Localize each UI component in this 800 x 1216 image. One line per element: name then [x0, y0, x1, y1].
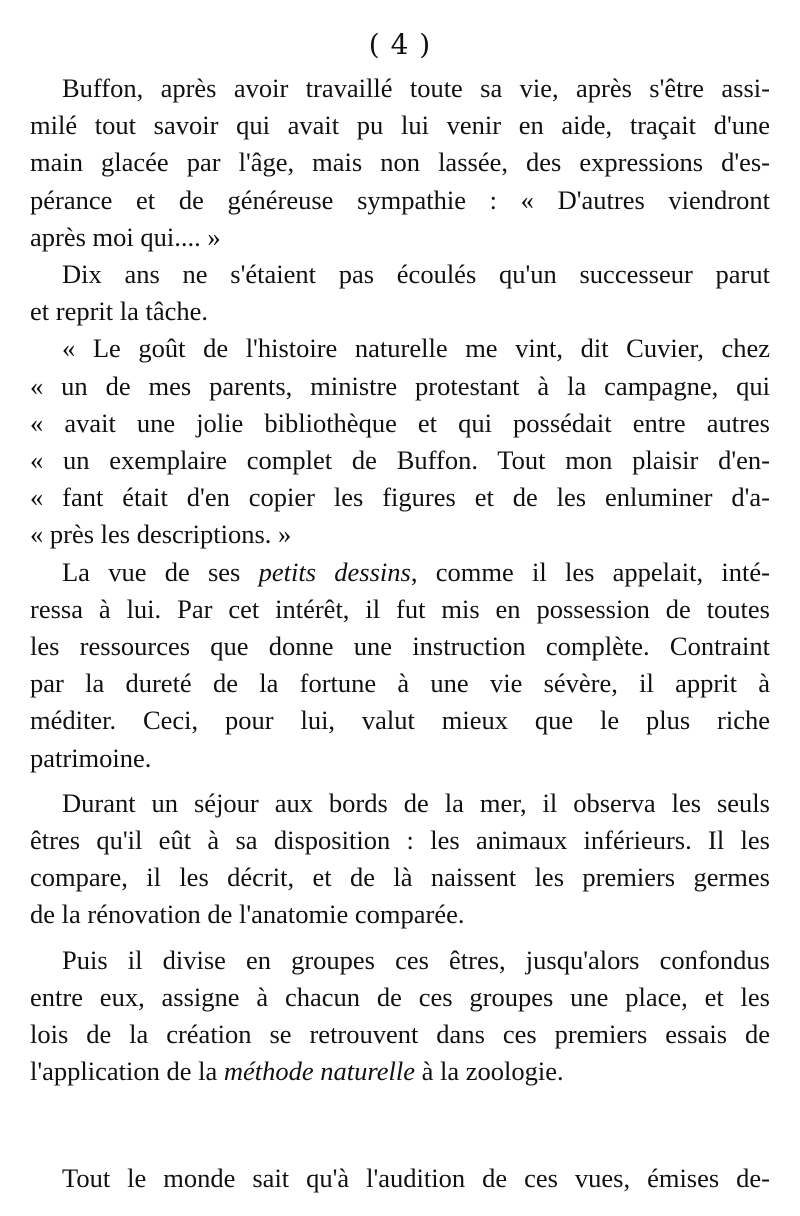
text-line: « un exemplaire complet de Buffon. Tout mon plaisir d'en-	[30, 445, 770, 476]
text-fragment: , comme il les appelait, inté-	[410, 556, 770, 587]
text-line: ressa à lui. Par cet intérêt, il fut mis en possession de toutes	[30, 593, 770, 624]
paragraph-gap	[30, 934, 770, 942]
text-line: et reprit la tâche.	[30, 296, 209, 327]
paragraph-4	[30, 554, 770, 777]
text-fragment: à la zoologie.	[414, 1056, 564, 1087]
text-line: êtres qu'il eût à sa disposition : les animaux inférieurs. Il les	[30, 825, 770, 856]
text-line: Puis il divise en groupes ces êtres, jusqu'alors confondus	[62, 944, 770, 975]
text-line: lois de la création se retrouvent dans ces premiers essais de	[30, 1019, 770, 1050]
paragraph-7	[30, 1160, 770, 1197]
text-line: Tout le monde sait qu'à l'audition de ces vues, émises de-	[62, 1163, 770, 1194]
paragraph-6	[30, 942, 770, 1091]
text-line: « près les descriptions. »	[30, 519, 292, 550]
text-line: Dix ans ne s'étaient pas écoulés qu'un successeur parut	[62, 259, 770, 290]
text-line: « fant était d'en copier les figures et de les enluminer d'a-	[30, 482, 770, 513]
text-line: « avait une jolie bibliothèque et qui possédait entre autres	[30, 407, 770, 438]
text-line: Buffon, après avoir travaillé toute sa vie, après s'être assi-	[62, 73, 770, 103]
section-gap	[30, 1090, 770, 1160]
italic-phrase: méthode naturelle	[223, 1056, 415, 1087]
paragraph-2	[30, 256, 770, 330]
paragraph-3-quotation	[30, 330, 770, 553]
paragraph-5	[30, 785, 770, 934]
text-line: entre eux, assigne à chacun de ces groupes une place, et les	[30, 981, 770, 1012]
page-number: ( 4 )	[368, 28, 432, 61]
text-line: « un de mes parents, ministre protestant à la campagne, qui	[30, 370, 770, 401]
text-line: patrimoine.	[30, 742, 152, 773]
text-line: après moi qui.... »	[30, 221, 221, 252]
paragraph-gap	[30, 777, 770, 785]
text-line: pérance et de généreuse sympathie : « D'autres viendront	[30, 184, 770, 215]
body-text	[30, 70, 770, 1198]
text-line: de la rénovation de l'anatomie comparée.	[30, 899, 465, 930]
text-line: « Le goût de l'histoire naturelle me vint, dit Cuvier, chez	[62, 333, 770, 364]
text-line: les ressources que donne une instruction complète. Contraint	[30, 631, 770, 662]
text-line: compare, il les décrit, et de là naissent les premiers germes	[30, 862, 770, 893]
text-fragment: La vue de ses	[62, 556, 259, 587]
text-line: main glacée par l'âge, mais non lassée, des expressions d'es-	[30, 147, 770, 178]
text-fragment: l'application de la	[30, 1056, 224, 1087]
text-line	[30, 554, 770, 591]
text-line: par la dureté de la fortune à une vie sévère, il apprit à	[30, 668, 770, 699]
text-line: milé tout savoir qui avait pu lui venir en aide, traçait d'une	[30, 110, 770, 141]
text-line: méditer. Ceci, pour lui, valut mieux que le plus riche	[30, 705, 770, 736]
paragraph-1	[30, 70, 770, 256]
text-line: Durant un séjour aux bords de la mer, il observa les seuls	[62, 787, 770, 818]
italic-phrase: petits dessins	[258, 556, 411, 587]
text-line	[30, 1053, 770, 1090]
